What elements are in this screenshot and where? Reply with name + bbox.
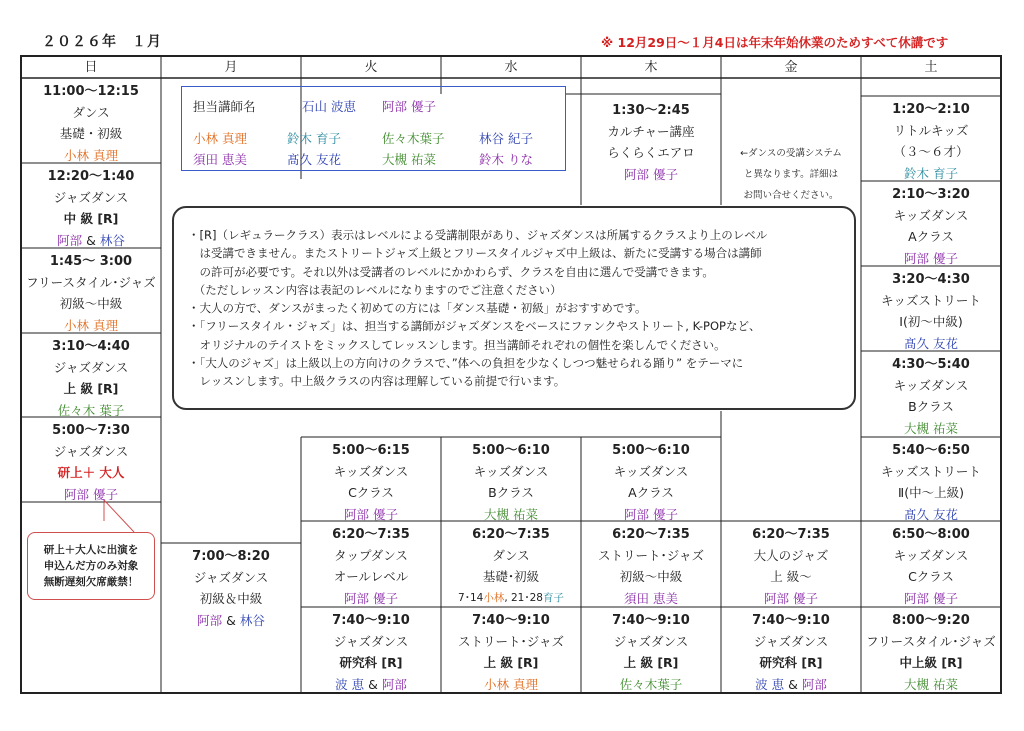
class-cell: 8:00～9:20 フリースタイル･ジャズ 中上級 [R] 大槻 祐菜 — [866, 613, 996, 692]
header-sunday: 日 — [84, 60, 98, 75]
teacher-name: 髙久 友花 — [287, 152, 341, 167]
class-cell: 7:40～9:10 ストリート･ジャズ 上 級 [R] 小林 真理 — [457, 613, 564, 692]
class-cell: 6:50～8:00 キッズダンス Cクラス 阿部 優子 — [892, 527, 970, 606]
class-cell: 6:20～7:35 ダンス 基礎･初級 7･14小林, 21･28育子 — [458, 527, 564, 604]
class-cell: 1:45～ 3:00 フリースタイル･ジャズ 初級～中級 小林 真理 — [26, 254, 156, 333]
teacher-name: 大槻 祐菜 — [382, 152, 436, 167]
class-cell: 3:20～4:30 キッズストリート Ⅰ(初～中級) 髙久 友花 — [881, 272, 981, 351]
rule-line: ・「大人のジャズ」は上級以上の方向けのクラスで、”体への負担を少なくしつつ魅せられる踊り” をテーマに — [188, 356, 744, 371]
header-wednesday: 水 — [504, 60, 518, 75]
class-cell: 5:00～6:10 キッズダンス Bクラス 大槻 祐菜 — [472, 443, 550, 522]
class-cell: 7:00～8:20 ジャズダンス 初級＆中級 阿部 & 林谷 — [192, 549, 270, 628]
rule-line: ・[R]（レギュラークラス）表示はレベルによる受講制限があり、ジャズダンスは所属するクラスより上のレベル — [188, 228, 768, 242]
header-tuesday: 火 — [364, 60, 378, 75]
class-cell: 5:40～6:50 キッズストリート Ⅱ(中～上級) 髙久 友花 — [881, 443, 981, 522]
class-cell: 3:10～4:40 ジャズダンス 上 級 [R] 佐々木 葉子 — [52, 339, 130, 418]
teacher-name: 阿部 優子 — [382, 99, 436, 114]
teacher-name: 鈴木 育子 — [287, 131, 341, 146]
rule-line: オリジナルのテイストをミックスしてレッスンします。担当講師それぞれの個性を楽しんでください。 — [188, 337, 726, 352]
teachers-box — [181, 86, 566, 171]
rule-line: （ただしレッスン内容は表記のレベルになりますのでご注意ください） — [188, 282, 562, 297]
class-cell: 5:00～7:30 ジャズダンス 研上＋ 大人 阿部 優子 — [52, 423, 130, 502]
rule-line: は受講できません。またストリートジャズ上級とフリースタイルジャズ中上級は、新たに受講する場合は講師 — [188, 246, 762, 261]
rule-line: の許可が必要です。それ以外は受講者のレベルにかかわらず、クラスを自由に選んで受講できます。 — [188, 264, 714, 279]
teacher-name: 鈴木 りな — [479, 152, 533, 167]
class-cell: 7:40～9:10 ジャズダンス 研究科 [R] 波 恵 & 阿部 — [332, 613, 410, 692]
header-saturday: 土 — [924, 60, 938, 75]
header-friday: 金 — [784, 60, 798, 75]
month-title: ２０２６年 １月 — [42, 34, 162, 50]
adult-jazz-note: ←ダンスの受講システム と異なります。詳細は お問い合せください。 — [740, 148, 842, 201]
header-monday: 月 — [224, 60, 238, 75]
rule-line: レッスンします。中上級クラスの内容は理解している前提で行います。 — [188, 374, 566, 389]
class-cell: 7:40～9:10 ジャズダンス 研究科 [R] 波 恵 & 阿部 — [752, 613, 830, 692]
class-cell: 6:20～7:35 タップダンス オールレベル 阿部 優子 — [332, 527, 410, 606]
class-cell: 1:20～2:10 リトルキッズ （３～６才） 鈴木 育子 — [892, 102, 970, 181]
teachers-label: 担当講師名 — [193, 99, 256, 114]
class-cell: 12:20～1:40 ジャズダンス 中 級 [R] 阿部 & 林谷 — [47, 169, 135, 248]
performance-warning: 研上＋大人に出演を 申込んだ方のみ対象 無断遅刻欠席厳禁！ — [27, 532, 155, 600]
class-cell: 11:00～12:15 ダンス 基礎・初級 小林 真理 — [43, 84, 139, 163]
class-cell: 4:30～5:40 キッズダンス Bクラス 大槻 祐菜 — [892, 357, 970, 436]
holiday-notice: ※ 12月29日～１月4日は年末年始休業のためすべて休講です — [601, 35, 949, 50]
header-thursday: 木 — [644, 60, 658, 75]
rule-line: ・大人の方で、ダンスがまったく初めての方には「ダンス基礎・初級」がおすすめです。 — [188, 301, 647, 316]
class-cell: 6:20～7:35 大人のジャズ 上 級～ 阿部 優子 — [752, 527, 830, 606]
teacher-name: 石山 波恵 — [302, 99, 356, 114]
rules-box — [172, 206, 856, 410]
class-cell: 6:20～7:35 ストリート･ジャズ 初級～中級 須田 恵美 — [597, 527, 704, 606]
teacher-name: 林谷 紀子 — [479, 131, 533, 146]
class-cell: 5:00～6:10 キッズダンス Aクラス 阿部 優子 — [612, 443, 690, 522]
rule-line: ・「フリースタイル・ジャズ」は、担当する講師がジャズダンスをベースにファンクやストリート, K-POPなど、 — [188, 319, 761, 334]
class-cell: 5:00～6:15 キッズダンス Cクラス 阿部 優子 — [332, 443, 410, 522]
teacher-name: 小林 真理 — [193, 131, 247, 146]
teacher-name: 佐々木葉子 — [382, 131, 445, 146]
class-cell: 7:40～9:10 ジャズダンス 上 級 [R] 佐々木葉子 — [612, 613, 690, 692]
class-cell: 2:10～3:20 キッズダンス Aクラス 阿部 優子 — [892, 187, 970, 266]
class-cell: 1:30～2:45 カルチャー講座 らくらくエアロ 阿部 優子 — [607, 103, 695, 182]
teacher-name: 須田 恵美 — [193, 152, 247, 167]
